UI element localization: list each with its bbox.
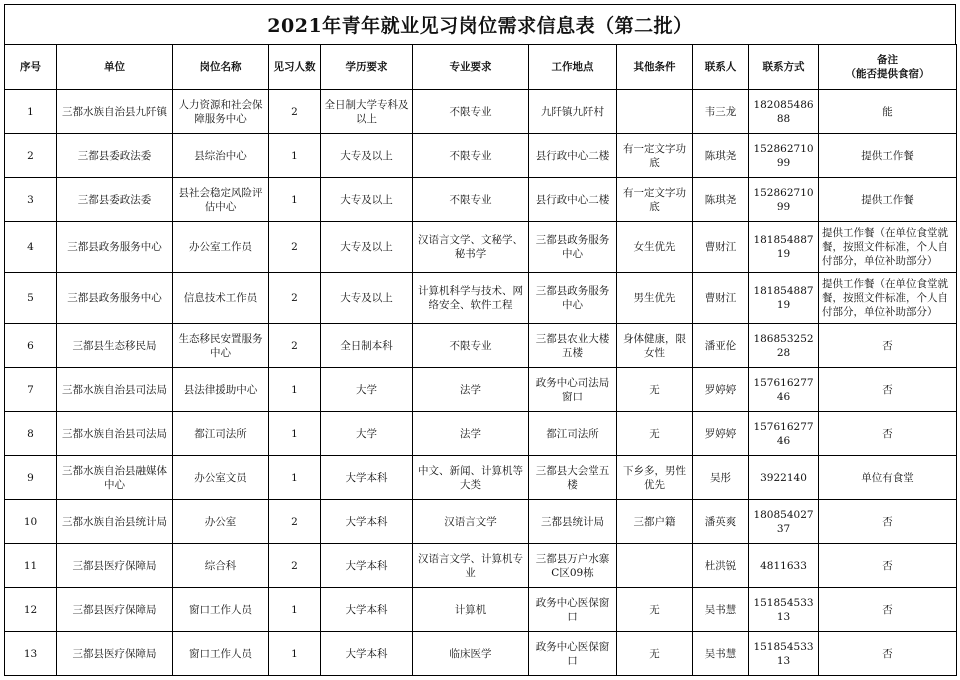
- table-row: [5, 134, 957, 178]
- cell-no: 10: [5, 500, 57, 544]
- cell-note: 提供工作餐: [819, 134, 957, 178]
- cell-place: 九阡镇九阡村: [529, 90, 617, 134]
- cell-no: 1: [5, 90, 57, 134]
- cell-contact: 陈琪尧: [693, 134, 749, 178]
- table-row: [5, 588, 957, 632]
- cell-major: 不限专业: [413, 134, 529, 178]
- cell-no: 5: [5, 273, 57, 324]
- cell-contact: 吴书慧: [693, 588, 749, 632]
- cell-unit: 三都县医疗保障局: [57, 588, 173, 632]
- cell-place: 都江司法所: [529, 412, 617, 456]
- cell-post: 县法律援助中心: [173, 368, 269, 412]
- cell-contact: 吴彤: [693, 456, 749, 500]
- cell-count: 1: [269, 632, 321, 676]
- cell-count: 2: [269, 90, 321, 134]
- cell-other: 三都户籍: [617, 500, 693, 544]
- cell-other: 无: [617, 632, 693, 676]
- cell-place: 三都县统计局: [529, 500, 617, 544]
- cell-post: 办公室工作员: [173, 222, 269, 273]
- cell-edu: 大学: [321, 412, 413, 456]
- table-row: [5, 368, 957, 412]
- cell-place: 政务中心司法局窗口: [529, 368, 617, 412]
- cell-phone: 18085402737: [749, 500, 819, 544]
- cell-post: 窗口工作人员: [173, 632, 269, 676]
- cell-count: 2: [269, 324, 321, 368]
- cell-note: 单位有食堂: [819, 456, 957, 500]
- header-row: [5, 45, 957, 90]
- cell-place: 三都县万户水寨C区09栋: [529, 544, 617, 588]
- cell-major: 汉语言文学、计算机专业: [413, 544, 529, 588]
- cell-major: 汉语言文学: [413, 500, 529, 544]
- header-contact: 联系人: [693, 45, 749, 90]
- header-count: 见习人数: [269, 45, 321, 90]
- cell-unit: 三都水族自治县融媒体中心: [57, 456, 173, 500]
- table-row: [5, 222, 957, 273]
- cell-contact: 潘英爽: [693, 500, 749, 544]
- cell-phone: 15286271099: [749, 178, 819, 222]
- cell-other: 无: [617, 368, 693, 412]
- cell-unit: 三都水族自治县统计局: [57, 500, 173, 544]
- cell-note: 否: [819, 368, 957, 412]
- cell-no: 3: [5, 178, 57, 222]
- header-no: 序号: [5, 45, 57, 90]
- table-title: 2021年青年就业见习岗位需求信息表（第二批）: [4, 4, 956, 44]
- cell-note: 否: [819, 544, 957, 588]
- cell-phone: 15185453313: [749, 632, 819, 676]
- cell-major: 不限专业: [413, 90, 529, 134]
- cell-major: 汉语言文学、文秘学、秘书学: [413, 222, 529, 273]
- cell-phone: 4811633: [749, 544, 819, 588]
- cell-note: 否: [819, 500, 957, 544]
- header-edu: 学历要求: [321, 45, 413, 90]
- header-unit: 单位: [57, 45, 173, 90]
- cell-note: 能: [819, 90, 957, 134]
- cell-note: 提供工作餐: [819, 178, 957, 222]
- cell-post: 综合科: [173, 544, 269, 588]
- cell-major: 不限专业: [413, 178, 529, 222]
- cell-other: [617, 90, 693, 134]
- cell-phone: 18185488719: [749, 222, 819, 273]
- cell-edu: 大专及以上: [321, 134, 413, 178]
- cell-place: 政务中心医保窗口: [529, 632, 617, 676]
- cell-post: 信息技术工作员: [173, 273, 269, 324]
- cell-edu: 全日制本科: [321, 324, 413, 368]
- cell-contact: 陈琪尧: [693, 178, 749, 222]
- cell-no: 9: [5, 456, 57, 500]
- cell-post: 人力资源和社会保障服务中心: [173, 90, 269, 134]
- cell-contact: 韦三龙: [693, 90, 749, 134]
- cell-unit: 三都县医疗保障局: [57, 544, 173, 588]
- cell-edu: 全日制大学专科及以上: [321, 90, 413, 134]
- cell-count: 1: [269, 588, 321, 632]
- cell-post: 县社会稳定风险评估中心: [173, 178, 269, 222]
- cell-unit: 三都县委政法委: [57, 134, 173, 178]
- cell-phone: 15761627746: [749, 368, 819, 412]
- header-major: 专业要求: [413, 45, 529, 90]
- cell-no: 13: [5, 632, 57, 676]
- cell-major: 计算机: [413, 588, 529, 632]
- header-place: 工作地点: [529, 45, 617, 90]
- cell-unit: 三都县生态移民局: [57, 324, 173, 368]
- cell-edu: 大学本科: [321, 544, 413, 588]
- cell-place: 三都县农业大楼五楼: [529, 324, 617, 368]
- cell-phone: 18208548688: [749, 90, 819, 134]
- cell-no: 11: [5, 544, 57, 588]
- cell-edu: 大专及以上: [321, 178, 413, 222]
- cell-no: 4: [5, 222, 57, 273]
- cell-count: 1: [269, 178, 321, 222]
- cell-phone: 18185488719: [749, 273, 819, 324]
- cell-place: 三都县大会堂五楼: [529, 456, 617, 500]
- cell-other: 无: [617, 588, 693, 632]
- cell-note: 否: [819, 632, 957, 676]
- cell-note: 提供工作餐（在单位食堂就餐，按照文件标准，个人自付部分，单位补助部分）: [819, 273, 957, 324]
- cell-place: 县行政中心二楼: [529, 134, 617, 178]
- cell-edu: 大学本科: [321, 456, 413, 500]
- cell-count: 1: [269, 134, 321, 178]
- cell-post: 办公室文员: [173, 456, 269, 500]
- cell-contact: 潘亚伦: [693, 324, 749, 368]
- cell-other: 身体健康，限女性: [617, 324, 693, 368]
- cell-no: 8: [5, 412, 57, 456]
- cell-edu: 大专及以上: [321, 273, 413, 324]
- cell-edu: 大学本科: [321, 632, 413, 676]
- cell-phone: 15761627746: [749, 412, 819, 456]
- cell-note: 提供工作餐（在单位食堂就餐，按照文件标准，个人自付部分，单位补助部分）: [819, 222, 957, 273]
- cell-edu: 大学本科: [321, 588, 413, 632]
- cell-unit: 三都水族自治县司法局: [57, 412, 173, 456]
- cell-note: 否: [819, 588, 957, 632]
- cell-post: 县综治中心: [173, 134, 269, 178]
- cell-phone: 18685325228: [749, 324, 819, 368]
- cell-count: 2: [269, 273, 321, 324]
- cell-other: 男生优先: [617, 273, 693, 324]
- cell-count: 2: [269, 222, 321, 273]
- cell-edu: 大学本科: [321, 500, 413, 544]
- cell-count: 2: [269, 500, 321, 544]
- header-post: 岗位名称: [173, 45, 269, 90]
- cell-no: 7: [5, 368, 57, 412]
- cell-edu: 大专及以上: [321, 222, 413, 273]
- cell-major: 中文、新闻、计算机等大类: [413, 456, 529, 500]
- cell-phone: 15185453313: [749, 588, 819, 632]
- cell-contact: 曹财江: [693, 222, 749, 273]
- table-row: [5, 500, 957, 544]
- table-row: [5, 90, 957, 134]
- cell-contact: 罗婷婷: [693, 412, 749, 456]
- table-row: [5, 273, 957, 324]
- cell-other: 有一定文字功底: [617, 134, 693, 178]
- cell-unit: 三都县政务服务中心: [57, 222, 173, 273]
- table-row: [5, 632, 957, 676]
- cell-post: 生态移民安置服务中心: [173, 324, 269, 368]
- cell-no: 12: [5, 588, 57, 632]
- cell-place: 政务中心医保窗口: [529, 588, 617, 632]
- cell-major: 临床医学: [413, 632, 529, 676]
- table-row: [5, 412, 957, 456]
- cell-phone: 15286271099: [749, 134, 819, 178]
- cell-other: 下乡多，男性优先: [617, 456, 693, 500]
- table-row: [5, 178, 957, 222]
- cell-unit: 三都县委政法委: [57, 178, 173, 222]
- cell-no: 2: [5, 134, 57, 178]
- cell-post: 办公室: [173, 500, 269, 544]
- cell-major: 法学: [413, 412, 529, 456]
- cell-other: 无: [617, 412, 693, 456]
- cell-place: 三都县政务服务中心: [529, 222, 617, 273]
- job-table: [4, 44, 957, 676]
- cell-unit: 三都水族自治县司法局: [57, 368, 173, 412]
- cell-contact: 罗婷婷: [693, 368, 749, 412]
- cell-major: 计算机科学与技术、网络安全、软件工程: [413, 273, 529, 324]
- cell-other: 女生优先: [617, 222, 693, 273]
- cell-unit: 三都县医疗保障局: [57, 632, 173, 676]
- cell-edu: 大学: [321, 368, 413, 412]
- cell-other: 有一定文字功底: [617, 178, 693, 222]
- cell-unit: 三都水族自治县九阡镇: [57, 90, 173, 134]
- header-note: 备注 （能否提供食宿）: [819, 45, 957, 90]
- cell-contact: 杜洪锐: [693, 544, 749, 588]
- cell-other: [617, 544, 693, 588]
- cell-major: 不限专业: [413, 324, 529, 368]
- table-row: [5, 456, 957, 500]
- cell-note: 否: [819, 324, 957, 368]
- table-row: [5, 324, 957, 368]
- cell-place: 三都县政务服务中心: [529, 273, 617, 324]
- cell-count: 1: [269, 412, 321, 456]
- cell-no: 6: [5, 324, 57, 368]
- cell-note: 否: [819, 412, 957, 456]
- cell-unit: 三都县政务服务中心: [57, 273, 173, 324]
- cell-contact: 曹财江: [693, 273, 749, 324]
- cell-count: 1: [269, 368, 321, 412]
- cell-contact: 吴书慧: [693, 632, 749, 676]
- header-phone: 联系方式: [749, 45, 819, 90]
- header-other: 其他条件: [617, 45, 693, 90]
- cell-post: 都江司法所: [173, 412, 269, 456]
- cell-place: 县行政中心二楼: [529, 178, 617, 222]
- table-row: [5, 544, 957, 588]
- cell-count: 1: [269, 456, 321, 500]
- cell-phone: 3922140: [749, 456, 819, 500]
- cell-count: 2: [269, 544, 321, 588]
- cell-major: 法学: [413, 368, 529, 412]
- cell-post: 窗口工作人员: [173, 588, 269, 632]
